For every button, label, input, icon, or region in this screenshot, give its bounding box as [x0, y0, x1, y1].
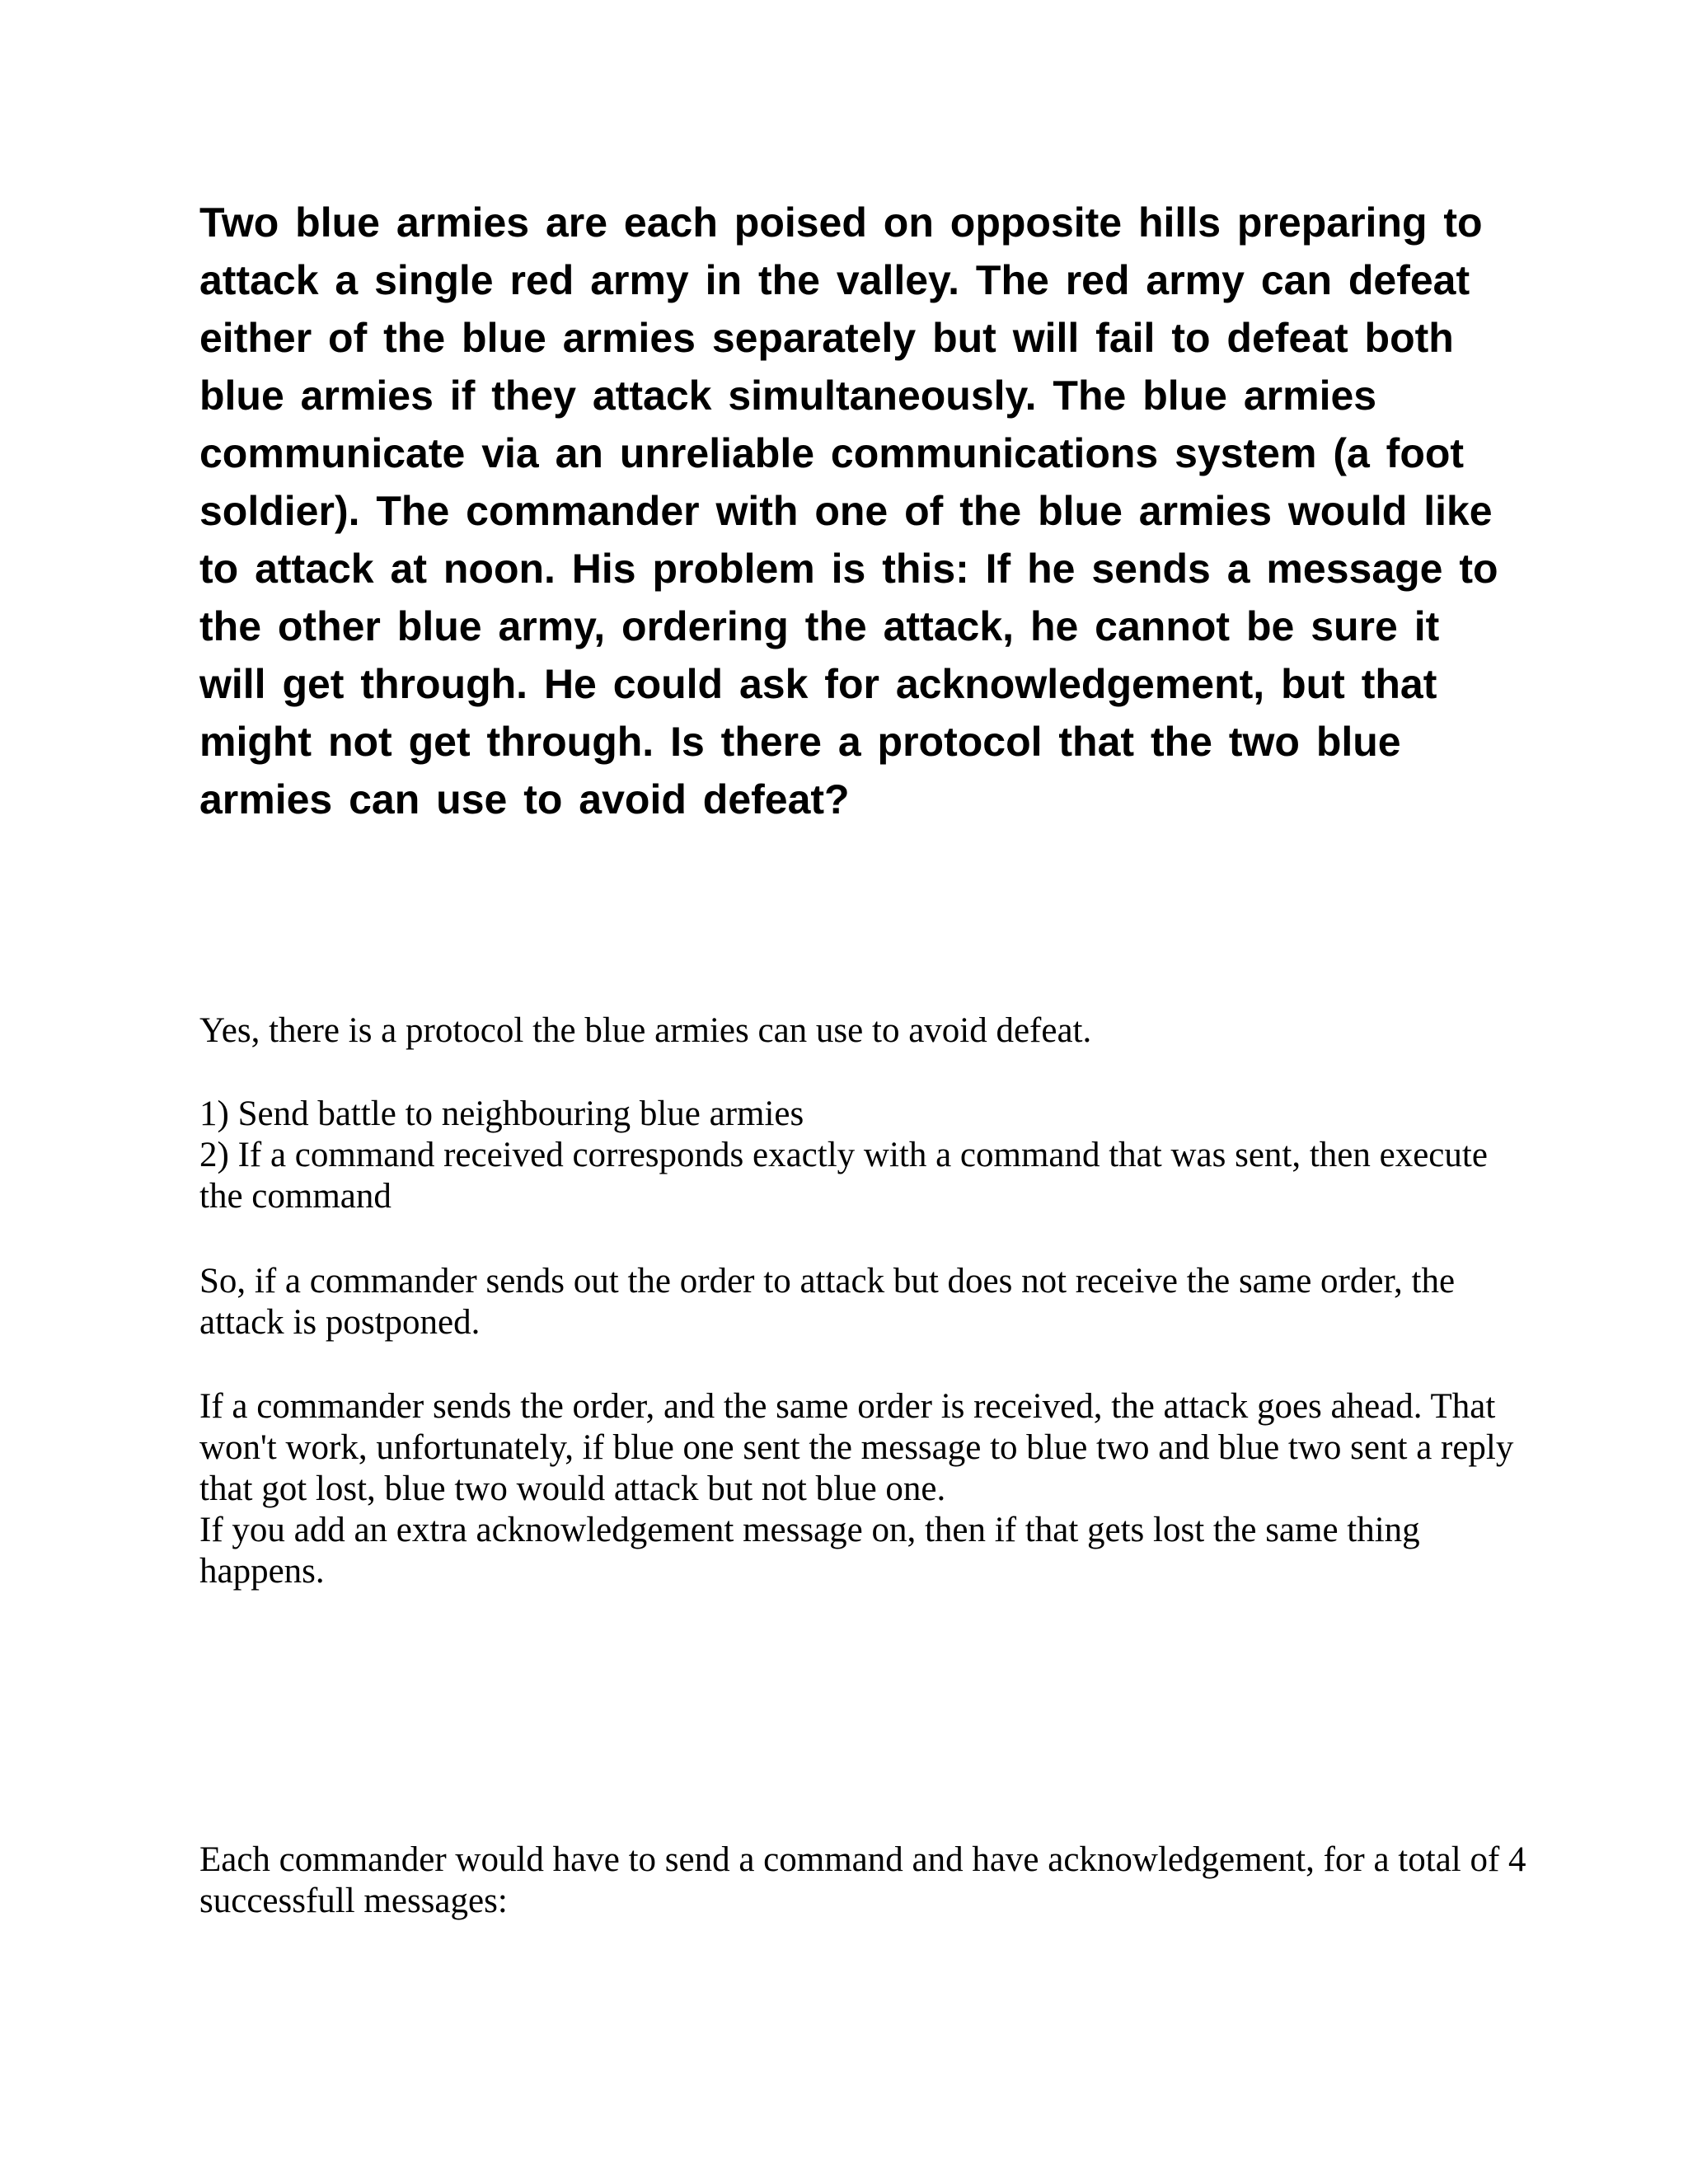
answer-intro: Yes, there is a protocol the blue armies can use to avoid defeat. [199, 1011, 1092, 1050]
answer-steps-block [199, 1094, 1535, 1217]
answer-postpone: So, if a commander sends out the order to attack but does not receive the same order, the attack is postponed. [199, 1262, 1456, 1342]
answer-intro-block [199, 1010, 1535, 1052]
answer-extra-ack: If you add an extra acknowledgement message on, then if that gets lost the same thing happens. [199, 1511, 1420, 1591]
answer-flaw: If a commander sends the order, and the same order is received, the attack goes ahead. That won't work, unfortunately, if blue one sent the message to blue two and blue two sent a reply that got lost, blue two would attack but not blue one. [199, 1387, 1514, 1508]
answer-flaw-block [199, 1386, 1535, 1592]
answer-conclusion-block [199, 1840, 1535, 1922]
answer-step-1: 1) Send battle to neighbouring blue armies [199, 1094, 804, 1133]
answer-step-2: 2) If a command received corresponds exactly with a command that was sent, then execute the command [199, 1136, 1488, 1216]
answer-postpone-block [199, 1261, 1535, 1343]
answer-conclusion: Each commander would have to send a command and have acknowledgement, for a total of 4 successfull messages: [199, 1840, 1526, 1920]
question-text: Two blue armies are each poised on opposite hills preparing to attack a single red army in the valley. The red army can defeat either of the blue armies separately but will fail to defeat both blue armies if they attack simultaneously. The blue armies communicate via an unreliable communications system (a foot soldier). The commander with one of the blue armies would like to attack at noon. His problem is this: If he sends a message to the other blue army, ordering the attack, he cannot be sure it will get through. He could ask for acknowledgement, but that might not get through. Is there a protocol that the two blue armies can use to avoid defeat? [199, 199, 1498, 823]
